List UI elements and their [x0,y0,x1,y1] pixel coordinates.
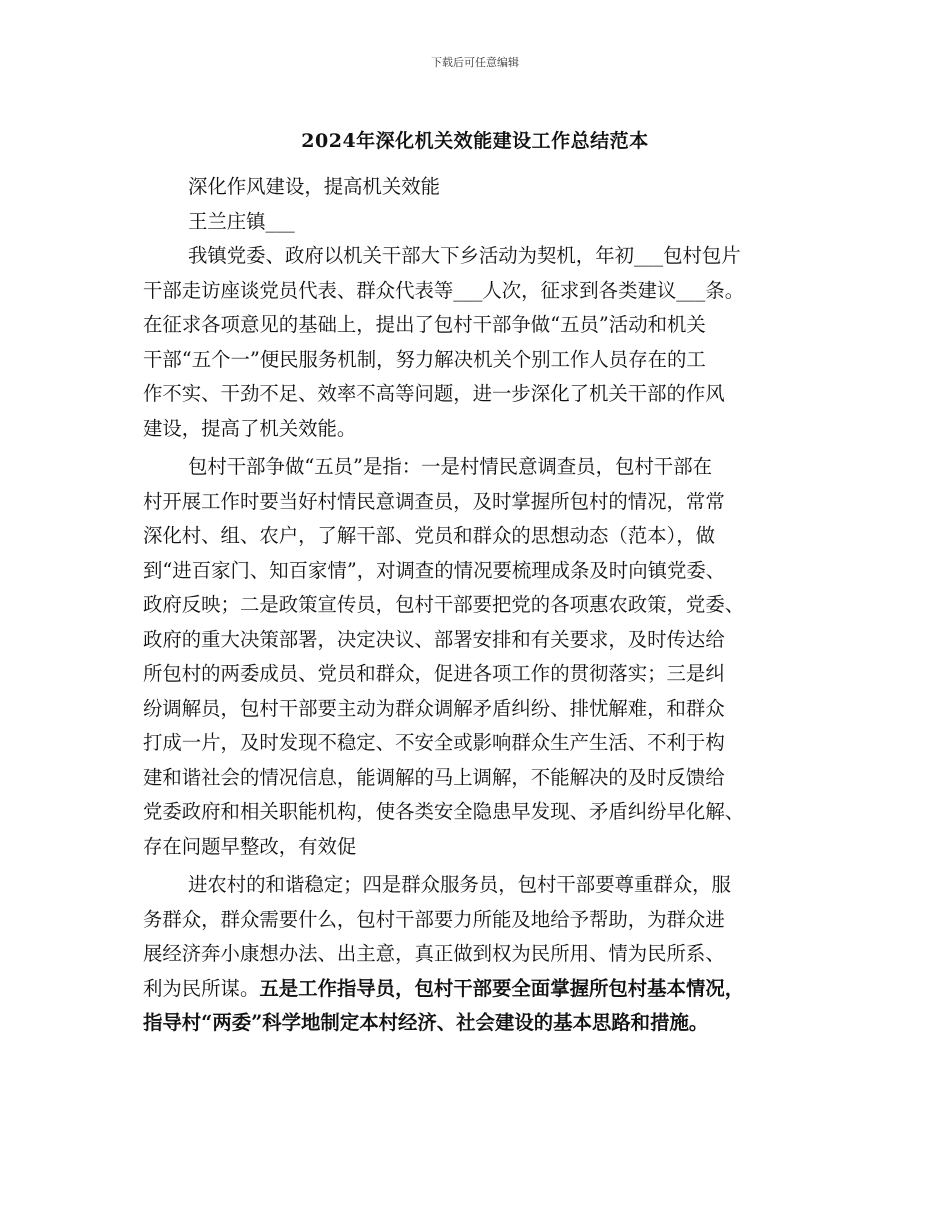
paragraph-line: 纷调解员，包村干部要主动为群众调解矛盾纠纷、排忧解难，和群众 [143,696,725,720]
document-subtitle: 深化作风建设，提高机关效能 [188,175,441,198]
paragraph-line-mixed [143,972,807,1007]
paragraph-line: 干部“五个一”便民服务机制，努力解决机关个别工作人员存在的工 [143,347,706,371]
document-title: 2024年深化机关效能建设工作总结范本 [301,130,649,152]
paragraph-line: 建设，提高了机关效能。 [143,416,357,440]
paragraph-3 [143,868,807,1041]
paragraph-line: 我镇党委、政府以机关干部大下乡活动为契机，年初___包村包片 [188,244,741,267]
paragraph-line: 打成一片，及时发现不稳定、不安全或影响群众生产生活、不利于构 [143,731,725,754]
paragraph-line: 所包村的两委成员、党员和群众，促进各项工作的贯彻落实；三是纠 [143,662,725,685]
paragraph-line-bold: 指导村“两委”科学地制定本村经济、社会建设的基本思路和措施。 [143,1011,709,1034]
paragraph-line: 党委政府和相关职能机构，使各类安全隐患早发现、矛盾纠纷早化解、 [143,800,745,823]
paragraph-line: 到“进百家门、知百家情”，对调查的情况要梳理成条及时向镇党委、 [143,558,726,582]
paragraph-line: 干部走访座谈党员代表、群众代表等___人次，征求到各类建议___条。 [143,278,745,302]
paragraph-line: 村开展工作时要当好村情民意调查员，及时掌握所包村的情况，常常 [143,489,725,513]
paragraph-line: 包村干部争做“五员”是指：一是村情民意调查员，包村干部在 [188,455,712,478]
paragraph-1 [143,239,807,446]
page-header-note: 下载后可任意编辑 [431,56,519,69]
paragraph-line: 在征求各项意见的基础上，提出了包村干部争做“五员”活动和机关 [143,313,706,336]
paragraph-line: 政府的重大决策部署，决定决议、部署安排和有关要求，及时传达给 [143,627,725,651]
paragraph-line: 深化村、组、农户，了解干部、党员和群众的思想动态（范本），做 [143,524,716,547]
document-body [143,170,807,1041]
paragraph-line: 存在问题早整改，有效促 [143,834,357,858]
paragraph-line: 建和谐社会的情况信息，能调解的马上调解，不能解决的及时反馈给 [143,765,725,789]
paragraph-line: 作不实、干劲不足、效率不高等问题，进一步深化了机关干部的作风 [143,382,725,405]
document-author: 王兰庄镇___ [188,209,295,233]
paragraph-line: 政府反映；二是政策宣传员，包村干部要把党的各项惠农政策，党委、 [143,593,745,616]
paragraph-line: 展经济奔小康想办法、出主意，真正做到权为民所用、情为民所系、 [143,942,725,965]
paragraph-text-plain: 利为民所谋。 [143,976,260,1000]
paragraph-line: 务群众，群众需要什么，包村干部要力所能及地给予帮助，为群众进 [143,907,725,931]
paragraph-line: 进农村的和谐稳定；四是群众服务员，包村干部要尊重群众，服 [188,873,731,896]
paragraph-2 [143,450,807,864]
paragraph-text-bold: 五是工作指导员，包村干部要全面掌握所包村基本情况， [259,976,745,1000]
